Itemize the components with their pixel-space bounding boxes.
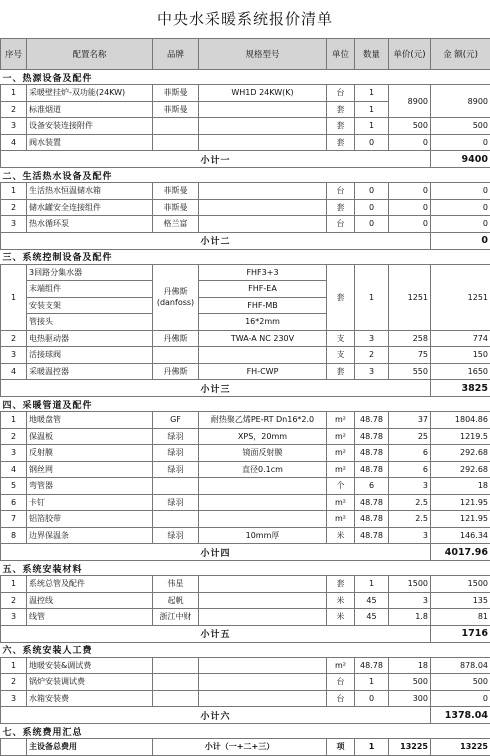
spec: 镜面反射膜 [199,445,327,462]
subtotal-row [1,544,490,561]
unit-price: 258 [389,330,431,347]
row-no: 2 [1,674,27,691]
subtotal-row [1,625,490,642]
unit: 套 [327,101,355,118]
unit-price: 2.5 [389,511,431,528]
table-row [1,183,490,200]
spec [199,478,327,495]
unit-price: 550 [389,363,431,380]
row-no: 3 [1,690,27,707]
amount: 1804.86 [431,412,490,429]
unit: 支 [327,330,355,347]
spec [199,592,327,609]
amount: 0 [431,134,490,151]
unit-price: 2.5 [389,494,431,511]
qty: 2 [355,347,389,364]
table-row [1,118,490,135]
amount: 8900 [431,85,490,118]
item-name: 管接头 [27,314,153,331]
brand [153,690,199,707]
unit-price: 3 [389,527,431,544]
amount: 135 [431,592,490,609]
section-title: 二、生活热水设备及配件 [1,168,490,183]
item-name: 地暖盘管 [27,412,153,429]
spec: 16*2mm [199,314,327,331]
section-title: 七、系统费用汇总 [1,724,490,739]
table-row [1,690,490,707]
unit: m² [327,494,355,511]
amount: 18 [431,478,490,495]
row-no: 1 [1,183,27,200]
item-name: 采暖壁挂炉-双功能(24KW) [27,85,153,102]
brand: 浙江中财 [153,609,199,626]
subtotal-row [1,232,490,249]
spec [199,199,327,216]
table-row [1,199,490,216]
qty: 48.78 [355,527,389,544]
item-name: 采暖温控器 [27,363,153,380]
qty: 1 [355,576,389,593]
amount: 13225 [431,739,490,756]
table-row [1,363,490,380]
unit: 米 [327,527,355,544]
spec: FHF-EA [199,281,327,298]
section-title: 六、系统安装人工费 [1,642,490,657]
qty: 48.78 [355,494,389,511]
unit-price: 13225 [389,739,431,756]
spec [199,609,327,626]
subtotal-label: 小计四 [1,544,431,561]
unit-price: 0 [389,199,431,216]
table-row [1,216,490,233]
brand [153,347,199,364]
qty: 48.78 [355,511,389,528]
subtotal-value: 3825 [431,380,490,397]
brand: GF [153,412,199,429]
spec [199,347,327,364]
qty: 3 [355,330,389,347]
row-no: 3 [1,216,27,233]
col-header-no: 序号 [1,39,27,70]
col-header-brand: 品牌 [153,39,199,70]
amount: 292.68 [431,461,490,478]
row-no: 2 [1,101,27,118]
unit: m² [327,511,355,528]
qty: 1 [355,118,389,135]
brand: 伟星 [153,576,199,593]
amount: 0 [431,183,490,200]
subtotal-value: 1378.04 [431,707,490,724]
unit-price: 3 [389,478,431,495]
summary-label: 小计（一+二+三） [153,739,327,756]
unit: 套 [327,118,355,135]
row-no: 2 [1,592,27,609]
spec: 直径0.1cm [199,461,327,478]
amount: 121.95 [431,511,490,528]
item-name: 锅炉安装调试费 [27,674,153,691]
item-name: 边界保温条 [27,527,153,544]
amount: 146.34 [431,527,490,544]
qty: 1 [355,264,389,330]
unit-price: 8900 [389,85,431,118]
amount: 1251 [431,264,490,330]
unit: 套 [327,134,355,151]
brand: 起帆 [153,592,199,609]
brand: 菲斯曼 [153,101,199,118]
spec: FH-CWP [199,363,327,380]
unit: 套 [327,199,355,216]
brand-cell [153,264,199,330]
row-no: 4 [1,363,27,380]
qty: 6 [355,478,389,495]
item-name: 温控线 [27,592,153,609]
subtotal-value: 1716 [431,625,490,642]
brand [153,478,199,495]
row-no: 1 [1,85,27,102]
row-no: 1 [1,576,27,593]
section-header-row [1,397,490,412]
row-no: 1 [1,657,27,674]
section-header-row [1,70,490,85]
brand: 绿羽 [153,494,199,511]
item-name: 活接球阀 [27,347,153,364]
spec [199,134,327,151]
table-row [1,134,490,151]
spec [199,690,327,707]
unit: 项 [327,739,355,756]
unit-price: 25 [389,428,431,445]
subtotal-value: 0 [431,232,490,249]
col-header-spec: 规格型号 [199,39,327,70]
item-name: 生活热水恒温储水箱 [27,183,153,200]
brand: 绿羽 [153,445,199,462]
unit: m² [327,657,355,674]
subtotal-value: 9400 [431,151,490,168]
unit: 台 [327,674,355,691]
table-row [1,657,490,674]
subtotal-label: 小计三 [1,380,431,397]
spec: XPS，20mm [199,428,327,445]
document-title: 中央水采暖系统报价清单 [0,0,490,38]
amount: 0 [431,690,490,707]
row-no: 4 [1,134,27,151]
item-name: 电热驱动器 [27,330,153,347]
brand [153,657,199,674]
qty: 48.78 [355,445,389,462]
row-no: 6 [1,494,27,511]
row-no: 2 [1,330,27,347]
section-title: 三、系统控制设备及配件 [1,249,490,264]
subtotal-label: 小计一 [1,151,431,168]
table-row [1,330,490,347]
item-name: 卡钉 [27,494,153,511]
table-row [1,445,490,462]
row-no: 5 [1,478,27,495]
table-row [1,347,490,364]
row-no: 1 [1,264,27,330]
qty: 1 [355,739,389,756]
col-header-amount: 金 额(元) [431,39,490,70]
qty: 45 [355,609,389,626]
item-name: 安装支架 [27,297,153,314]
unit-price: 37 [389,412,431,429]
brand: 绿羽 [153,428,199,445]
item-name: 钢丝网 [27,461,153,478]
unit: 套 [327,576,355,593]
item-name: 弯管器 [27,478,153,495]
amount: 121.95 [431,494,490,511]
brand: 丹佛斯 [153,363,199,380]
item-name: 末端组件 [27,281,153,298]
spec: WH1D 24KW(K) [199,85,327,102]
table-row [1,592,490,609]
item-name: 3回路分集水器 [27,264,153,281]
brand: 绿羽 [153,527,199,544]
unit-price: 6 [389,461,431,478]
qty: 1 [355,674,389,691]
unit-price: 0 [389,216,431,233]
spec [199,494,327,511]
amount: 1500 [431,576,490,593]
amount: 1650 [431,363,490,380]
table-row [1,428,490,445]
brand: 菲斯曼 [153,85,199,102]
spec [199,657,327,674]
subtotal-label: 小计二 [1,232,431,249]
row-no: 2 [1,428,27,445]
spec: FHF3+3 [199,264,327,281]
brand [153,674,199,691]
unit: 套 [327,363,355,380]
table-row [1,85,490,102]
brand [153,134,199,151]
unit-price: 0 [389,183,431,200]
brand [153,511,199,528]
brand-line: 丹佛斯 [155,286,196,297]
unit: 台 [327,216,355,233]
unit-price: 0 [389,134,431,151]
qty: 0 [355,183,389,200]
qty: 0 [355,690,389,707]
col-header-qty: 数量 [355,39,389,70]
amount: 500 [431,118,490,135]
brand-line: (danfoss) [155,297,196,308]
section-title: 五、系统安装材料 [1,561,490,576]
subtotal-label: 小计五 [1,625,431,642]
table-row [1,511,490,528]
spec: 耐热聚乙烯PE-RT Dn16*2.0 [199,412,327,429]
col-header-price: 单价(元) [389,39,431,70]
spec [199,216,327,233]
qty: 48.78 [355,428,389,445]
unit: 套 [327,264,355,330]
brand [153,118,199,135]
unit: m² [327,445,355,462]
item-name: 反射膜 [27,445,153,462]
unit: m² [327,412,355,429]
table-row [1,674,490,691]
qty: 0 [355,199,389,216]
table-row [1,576,490,593]
subtotal-row [1,151,490,168]
unit: 台 [327,183,355,200]
brand: 格兰富 [153,216,199,233]
item-name: 系统总管及配件 [27,576,153,593]
unit-price: 300 [389,690,431,707]
table-row [1,478,490,495]
item-name: 标准烟道 [27,101,153,118]
spec: FHF-MB [199,297,327,314]
spec: 10mm厚 [199,527,327,544]
spec [199,118,327,135]
qty: 45 [355,592,389,609]
row-no: 4 [1,461,27,478]
amount: 292.68 [431,445,490,462]
section-header-row [1,724,490,739]
quote-table [0,38,490,756]
col-header-unit: 单位 [327,39,355,70]
row-no: 1 [1,412,27,429]
item-name: 设备安装连接附件 [27,118,153,135]
row-no: 8 [1,527,27,544]
item-name: 热水循环泵 [27,216,153,233]
item-name: 水箱安装费 [27,690,153,707]
unit: 台 [327,690,355,707]
spec: TWA-A NC 230V [199,330,327,347]
unit-price: 500 [389,674,431,691]
unit-price: 6 [389,445,431,462]
amount: 500 [431,674,490,691]
unit-price: 18 [389,657,431,674]
subtotal-row [1,707,490,724]
row-no: 3 [1,347,27,364]
unit-price: 500 [389,118,431,135]
item-name: 阀水装置 [27,134,153,151]
unit-price: 1500 [389,576,431,593]
brand: 绿羽 [153,461,199,478]
qty: 1 [355,85,389,102]
unit: 米 [327,609,355,626]
unit: m² [327,461,355,478]
amount: 150 [431,347,490,364]
subtotal-value: 4017.96 [431,544,490,561]
unit: m² [327,428,355,445]
item-name: 线管 [27,609,153,626]
brand: 菲斯曼 [153,183,199,200]
row-no: 7 [1,511,27,528]
amount: 81 [431,609,490,626]
unit: 米 [327,592,355,609]
spec [199,101,327,118]
table-row [1,527,490,544]
table-row [1,461,490,478]
qty: 0 [355,216,389,233]
table-row [1,264,490,281]
unit: 台 [327,85,355,102]
summary-row [1,739,490,756]
item-name: 保温板 [27,428,153,445]
item-name: 主设备总费用 [27,739,153,756]
unit-price: 75 [389,347,431,364]
section-header-row [1,561,490,576]
amount: 774 [431,330,490,347]
spec [199,183,327,200]
section-header-row [1,249,490,264]
row-no: 3 [1,609,27,626]
qty: 48.78 [355,657,389,674]
row-no: 3 [1,118,27,135]
section-title: 一、热源设备及配件 [1,70,490,85]
subtotal-row [1,380,490,397]
col-header-name: 配置名称 [27,39,153,70]
brand: 丹佛斯 [153,330,199,347]
item-name: 铝箔胶带 [27,511,153,528]
header-row [1,39,490,70]
section-title: 四、采暖管道及配件 [1,397,490,412]
unit-price: 1251 [389,264,431,330]
amount: 0 [431,199,490,216]
section-header-row [1,168,490,183]
table-body [1,70,490,756]
qty: 48.78 [355,461,389,478]
row-no: 3 [1,445,27,462]
amount: 1219.5 [431,428,490,445]
subtotal-label: 小计六 [1,707,431,724]
qty: 0 [355,134,389,151]
qty: 48.78 [355,412,389,429]
qty: 3 [355,363,389,380]
table-row [1,609,490,626]
table-row [1,494,490,511]
section-header-row [1,642,490,657]
row-no [1,739,27,756]
amount: 878.04 [431,657,490,674]
unit-price: 3 [389,592,431,609]
spec [199,674,327,691]
brand: 菲斯曼 [153,199,199,216]
amount: 0 [431,216,490,233]
item-name: 储水罐安全连接组件 [27,199,153,216]
spec [199,576,327,593]
unit: 支 [327,347,355,364]
spec [199,511,327,528]
item-name: 地暖安装&调试费 [27,657,153,674]
unit-price: 1.8 [389,609,431,626]
row-no: 2 [1,199,27,216]
qty: 1 [355,101,389,118]
unit: 个 [327,478,355,495]
table-row [1,412,490,429]
